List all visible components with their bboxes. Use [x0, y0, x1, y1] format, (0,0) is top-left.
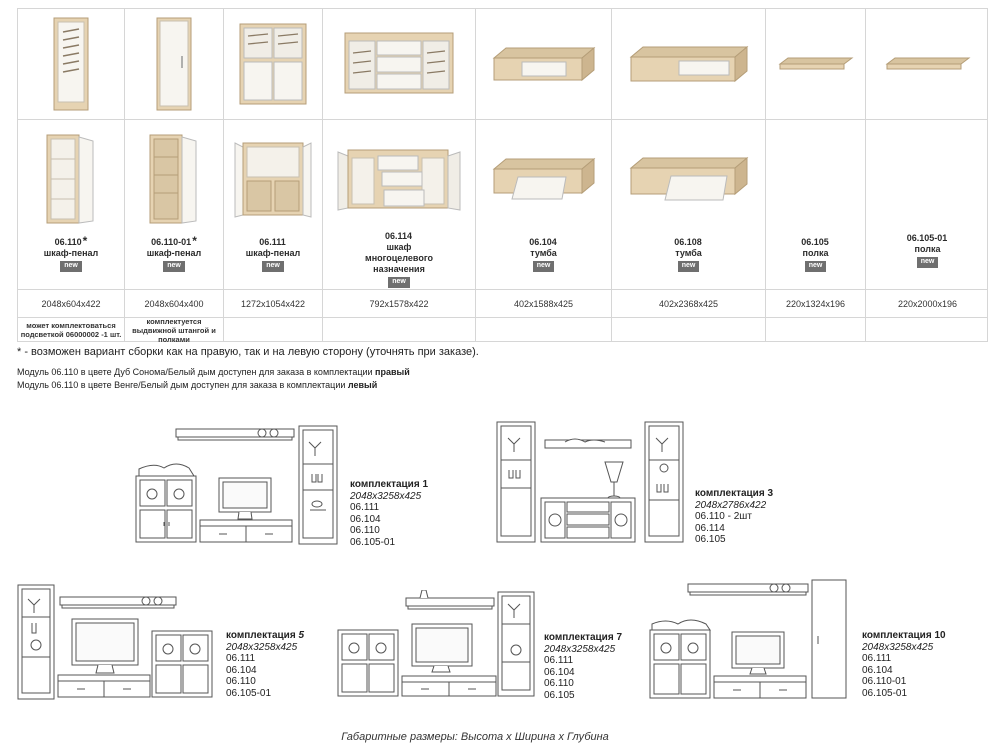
product-name: шкаф-пенал — [245, 248, 301, 258]
set-dims: 2048x3258x425 — [226, 641, 298, 653]
set-item: 06.110 — [226, 676, 256, 687]
set-item: 06.114 — [695, 522, 725, 534]
product-info-06-114 — [323, 231, 475, 283]
set-item: 06.105-01 — [862, 687, 908, 699]
product-info-06-104 — [476, 237, 611, 289]
product-note: может комплектоваться подсветкой 06000002 -1 шт. — [20, 321, 122, 339]
product-code: 06.114 — [384, 231, 413, 241]
module-note-right: Модуль 06.110 в цвете Дуб Сонома/Белый дым доступен для заказа в комплектации правый — [17, 367, 410, 377]
set-item: 06.111 — [862, 653, 892, 664]
product-image-06-110-closed — [18, 9, 124, 119]
product-dims: 220x1324x196 — [785, 298, 846, 309]
product-dims: 2048x604x422 — [41, 298, 101, 309]
module-note-left: Модуль 06.110 в цвете Венге/Белый дым доступен для заказа в комплектации левый — [17, 380, 378, 390]
set-dims: 2048x3258x425 — [544, 643, 616, 655]
new-badge: new — [163, 261, 185, 272]
product-info-06-110 — [18, 234, 124, 289]
product-info-06-108 — [612, 237, 765, 289]
set-item: 06.110 — [544, 678, 574, 689]
set-item: 06.105 — [544, 689, 575, 701]
product-name: тумба — [530, 248, 557, 258]
product-name: шкаф-пенал — [146, 248, 202, 258]
new-badge: new — [678, 261, 700, 272]
new-badge: new — [533, 261, 555, 272]
product-code: 06.110-01* — [151, 234, 197, 248]
product-image-06-108-open — [612, 120, 765, 237]
product-image-06-108-closed — [612, 9, 765, 119]
set-drawing-1 — [134, 424, 340, 555]
set-item: 06.110-01 — [862, 676, 907, 687]
catalog-table — [17, 8, 988, 342]
product-info-06-105-01 — [866, 233, 989, 285]
product-dims: 402x1588x425 — [513, 298, 574, 309]
set-text-7 — [544, 632, 622, 701]
product-image-06-111-open — [224, 120, 322, 237]
new-badge: new — [917, 257, 939, 268]
set-text-10 — [862, 630, 946, 699]
set-item: 06.104 — [862, 664, 893, 676]
product-dims: 1272x1054x422 — [240, 298, 306, 309]
product-info-06-111 — [224, 237, 322, 289]
product-image-06-105-closed — [766, 9, 865, 119]
dimensions-legend: Габаритные размеры: Высота x Ширина x Глубина — [341, 731, 609, 743]
product-image-06-114-open — [323, 120, 475, 237]
product-image-06-110-open — [18, 120, 124, 237]
product-code: 06.110* — [54, 234, 88, 248]
product-image-06-104-open — [476, 120, 611, 237]
product-code: 06.105 — [801, 237, 829, 247]
product-code: 06.104 — [529, 237, 557, 247]
new-badge: new — [805, 261, 827, 272]
set-title: комплектация 3 — [695, 488, 774, 499]
set-item: 06.105-01 — [350, 536, 396, 548]
product-info-06-110-01 — [125, 234, 223, 289]
set-item: 06.104 — [226, 664, 257, 676]
product-dims: 792x1578x422 — [369, 298, 429, 309]
product-image-06-114-closed — [323, 9, 475, 119]
product-image-06-105-01-closed — [866, 9, 989, 119]
product-note: комплектуется выдвижной штангой и полками — [132, 316, 216, 344]
set-dims: 2048x3258x425 — [350, 490, 422, 502]
new-badge: new — [262, 261, 284, 272]
set-item: 06.104 — [350, 513, 381, 525]
set-item: 06.111 — [226, 653, 256, 664]
set-title: комплектация 1 — [350, 479, 429, 490]
set-drawing-7 — [336, 590, 536, 707]
product-info-06-105 — [766, 237, 865, 289]
set-item: 06.110 — [350, 525, 380, 536]
new-badge: new — [388, 277, 410, 288]
set-text-5 — [226, 630, 304, 699]
set-item: 06.105-01 — [226, 687, 272, 699]
product-dims: 220x2000x196 — [897, 298, 958, 309]
product-name: шкаф-пенал — [43, 248, 99, 258]
assembly-side-note: * - возможен вариант сборки как на правую, так и на левую сторону (уточнять при заказе). — [17, 346, 479, 358]
product-dims: 2048x604x400 — [144, 298, 204, 309]
product-image-06-111-closed — [224, 9, 322, 119]
set-title: комплектация 5 — [226, 630, 305, 641]
set-item: 06.111 — [544, 655, 574, 666]
product-image-06-104-closed — [476, 9, 611, 119]
set-drawing-5 — [16, 583, 216, 708]
product-image-06-110-01-closed — [125, 9, 223, 119]
new-badge: new — [60, 261, 82, 272]
set-text-1 — [350, 479, 428, 548]
product-name: полка — [914, 244, 941, 254]
set-text-3 — [695, 488, 773, 546]
set-item: 06.110 - 2шт — [695, 511, 752, 522]
set-dims: 2048x3258x425 — [862, 641, 934, 653]
product-code: 06.108 — [674, 237, 702, 247]
product-code: 06.111 — [259, 237, 286, 247]
product-dims: 402x2368x425 — [658, 298, 719, 309]
set-item: 06.104 — [544, 666, 575, 678]
set-dims: 2048x2786x422 — [695, 499, 767, 511]
product-code: 06.105-01 — [906, 233, 948, 243]
set-title: комплектация 10 — [862, 630, 946, 641]
set-item: 06.111 — [350, 502, 380, 513]
product-name: шкаф многоцелевого назначения — [365, 242, 433, 274]
product-name: тумба — [675, 248, 702, 258]
set-title: комплектация 7 — [544, 632, 623, 643]
set-item: 06.105 — [695, 534, 726, 545]
product-image-06-110-01-open — [125, 120, 223, 237]
set-drawing-10 — [648, 578, 850, 707]
product-name: полка — [802, 248, 829, 258]
set-drawing-3 — [495, 418, 689, 553]
